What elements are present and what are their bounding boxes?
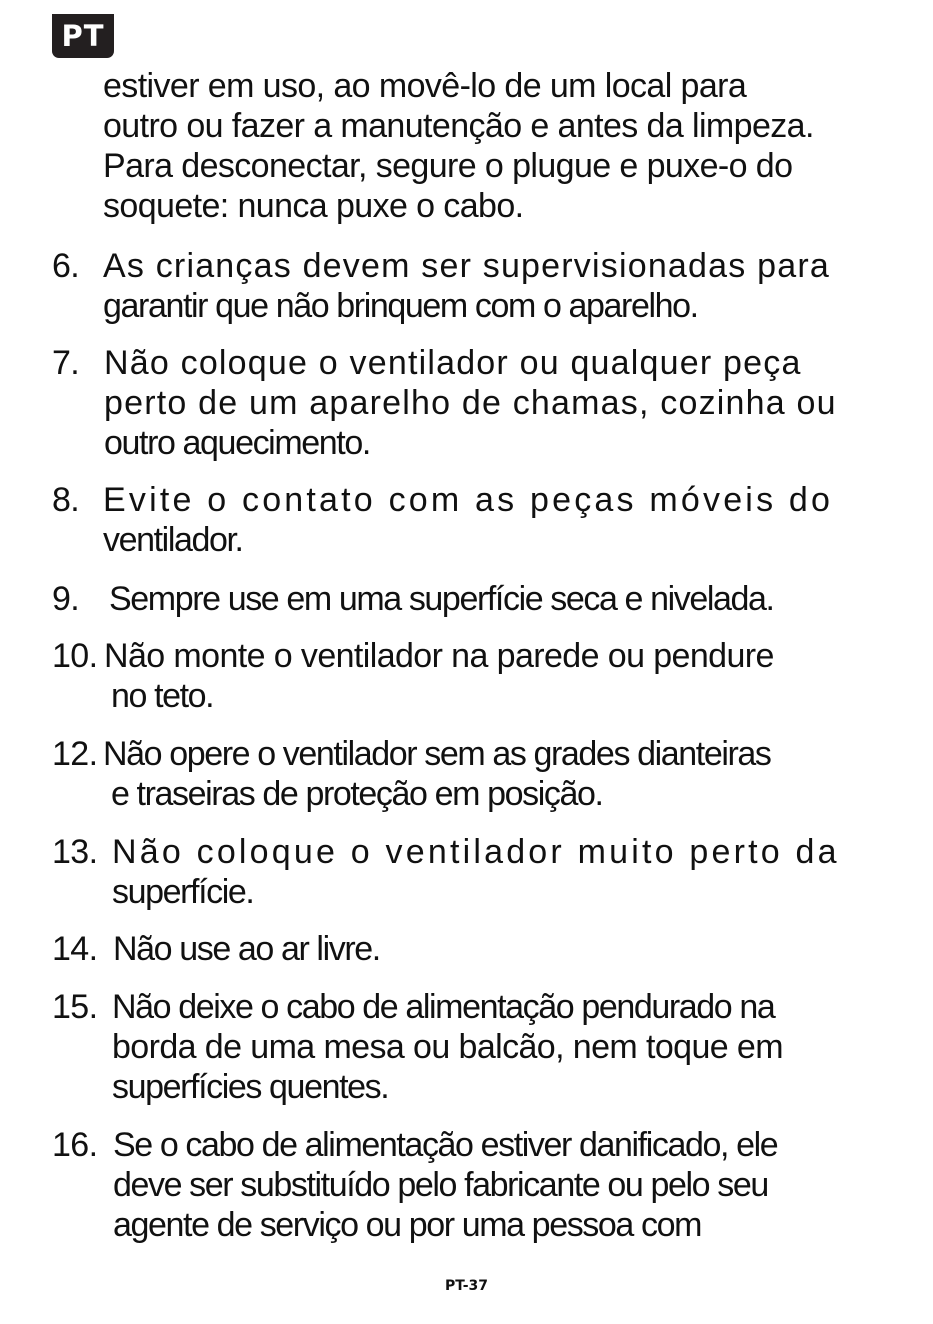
text-line: Para desconectar, segure o plugue e puxe-o do [103, 147, 793, 185]
item-text [112, 832, 840, 912]
item-number: 13. [52, 833, 98, 871]
item-text [113, 1125, 777, 1245]
item-number: 8. [52, 481, 80, 519]
text-line: deve ser substituído pelo fabricante ou pelo seu [113, 1166, 768, 1204]
text-line: agente de serviço ou por uma pessoa com [113, 1206, 701, 1244]
item-text [109, 579, 774, 619]
text-line: Sempre use em uma superfície seca e nivelada. [109, 580, 774, 618]
text-line: ventilador. [103, 521, 243, 559]
text-line: borda de uma mesa ou balcão, nem toque em [112, 1028, 783, 1066]
text-line: outro ou fazer a manutenção e antes da limpeza. [103, 107, 814, 145]
text-line: superfície. [112, 873, 254, 911]
text-line: Se o cabo de alimentação estiver danificado, ele [113, 1126, 778, 1164]
item-number: 10. [52, 637, 98, 675]
text-line: e traseiras de proteção em posição. [111, 775, 603, 813]
item-number: 9. [52, 580, 80, 618]
continuation-paragraph [103, 66, 863, 226]
item-number: 7. [52, 344, 80, 382]
page-number: PT-37 [444, 1278, 489, 1294]
item-number: 16. [52, 1126, 98, 1164]
text-line: Evite o contato com as peças móveis do [103, 481, 834, 519]
item-text [103, 480, 833, 560]
text-line: estiver em uso, ao movê-lo de um local para [103, 67, 747, 105]
language-badge: PT [52, 14, 114, 58]
item-text [104, 343, 837, 463]
item-number: 14. [52, 930, 98, 968]
text-line: Não coloque o ventilador muito perto da [112, 833, 840, 871]
text-line: Não monte o ventilador na parede ou pendure [104, 637, 774, 675]
item-text [103, 734, 771, 814]
text-line: As crianças devem ser supervisionadas para [103, 247, 830, 285]
text-line: soquete: nunca puxe o cabo. [103, 187, 524, 225]
text-line: Não use ao ar livre. [113, 930, 380, 968]
text-line: Não coloque o ventilador ou qualquer peça [104, 344, 802, 382]
item-text [113, 929, 380, 969]
item-number: 12. [52, 735, 98, 773]
text-line: Não deixe o cabo de alimentação pendurado na [112, 988, 775, 1026]
item-number: 6. [52, 247, 80, 285]
item-text [112, 987, 783, 1107]
text-line: no teto. [111, 677, 214, 715]
text-line: superfícies quentes. [112, 1068, 389, 1106]
item-text [103, 246, 830, 326]
text-line: perto de um aparelho de chamas, cozinha ou [104, 384, 837, 422]
text-line: garantir que não brinquem com o aparelho. [103, 287, 698, 325]
text-line: Não opere o ventilador sem as grades dianteiras [103, 735, 771, 773]
item-text [104, 636, 774, 716]
item-number: 15. [52, 988, 98, 1026]
text-line: outro aquecimento. [104, 424, 370, 462]
